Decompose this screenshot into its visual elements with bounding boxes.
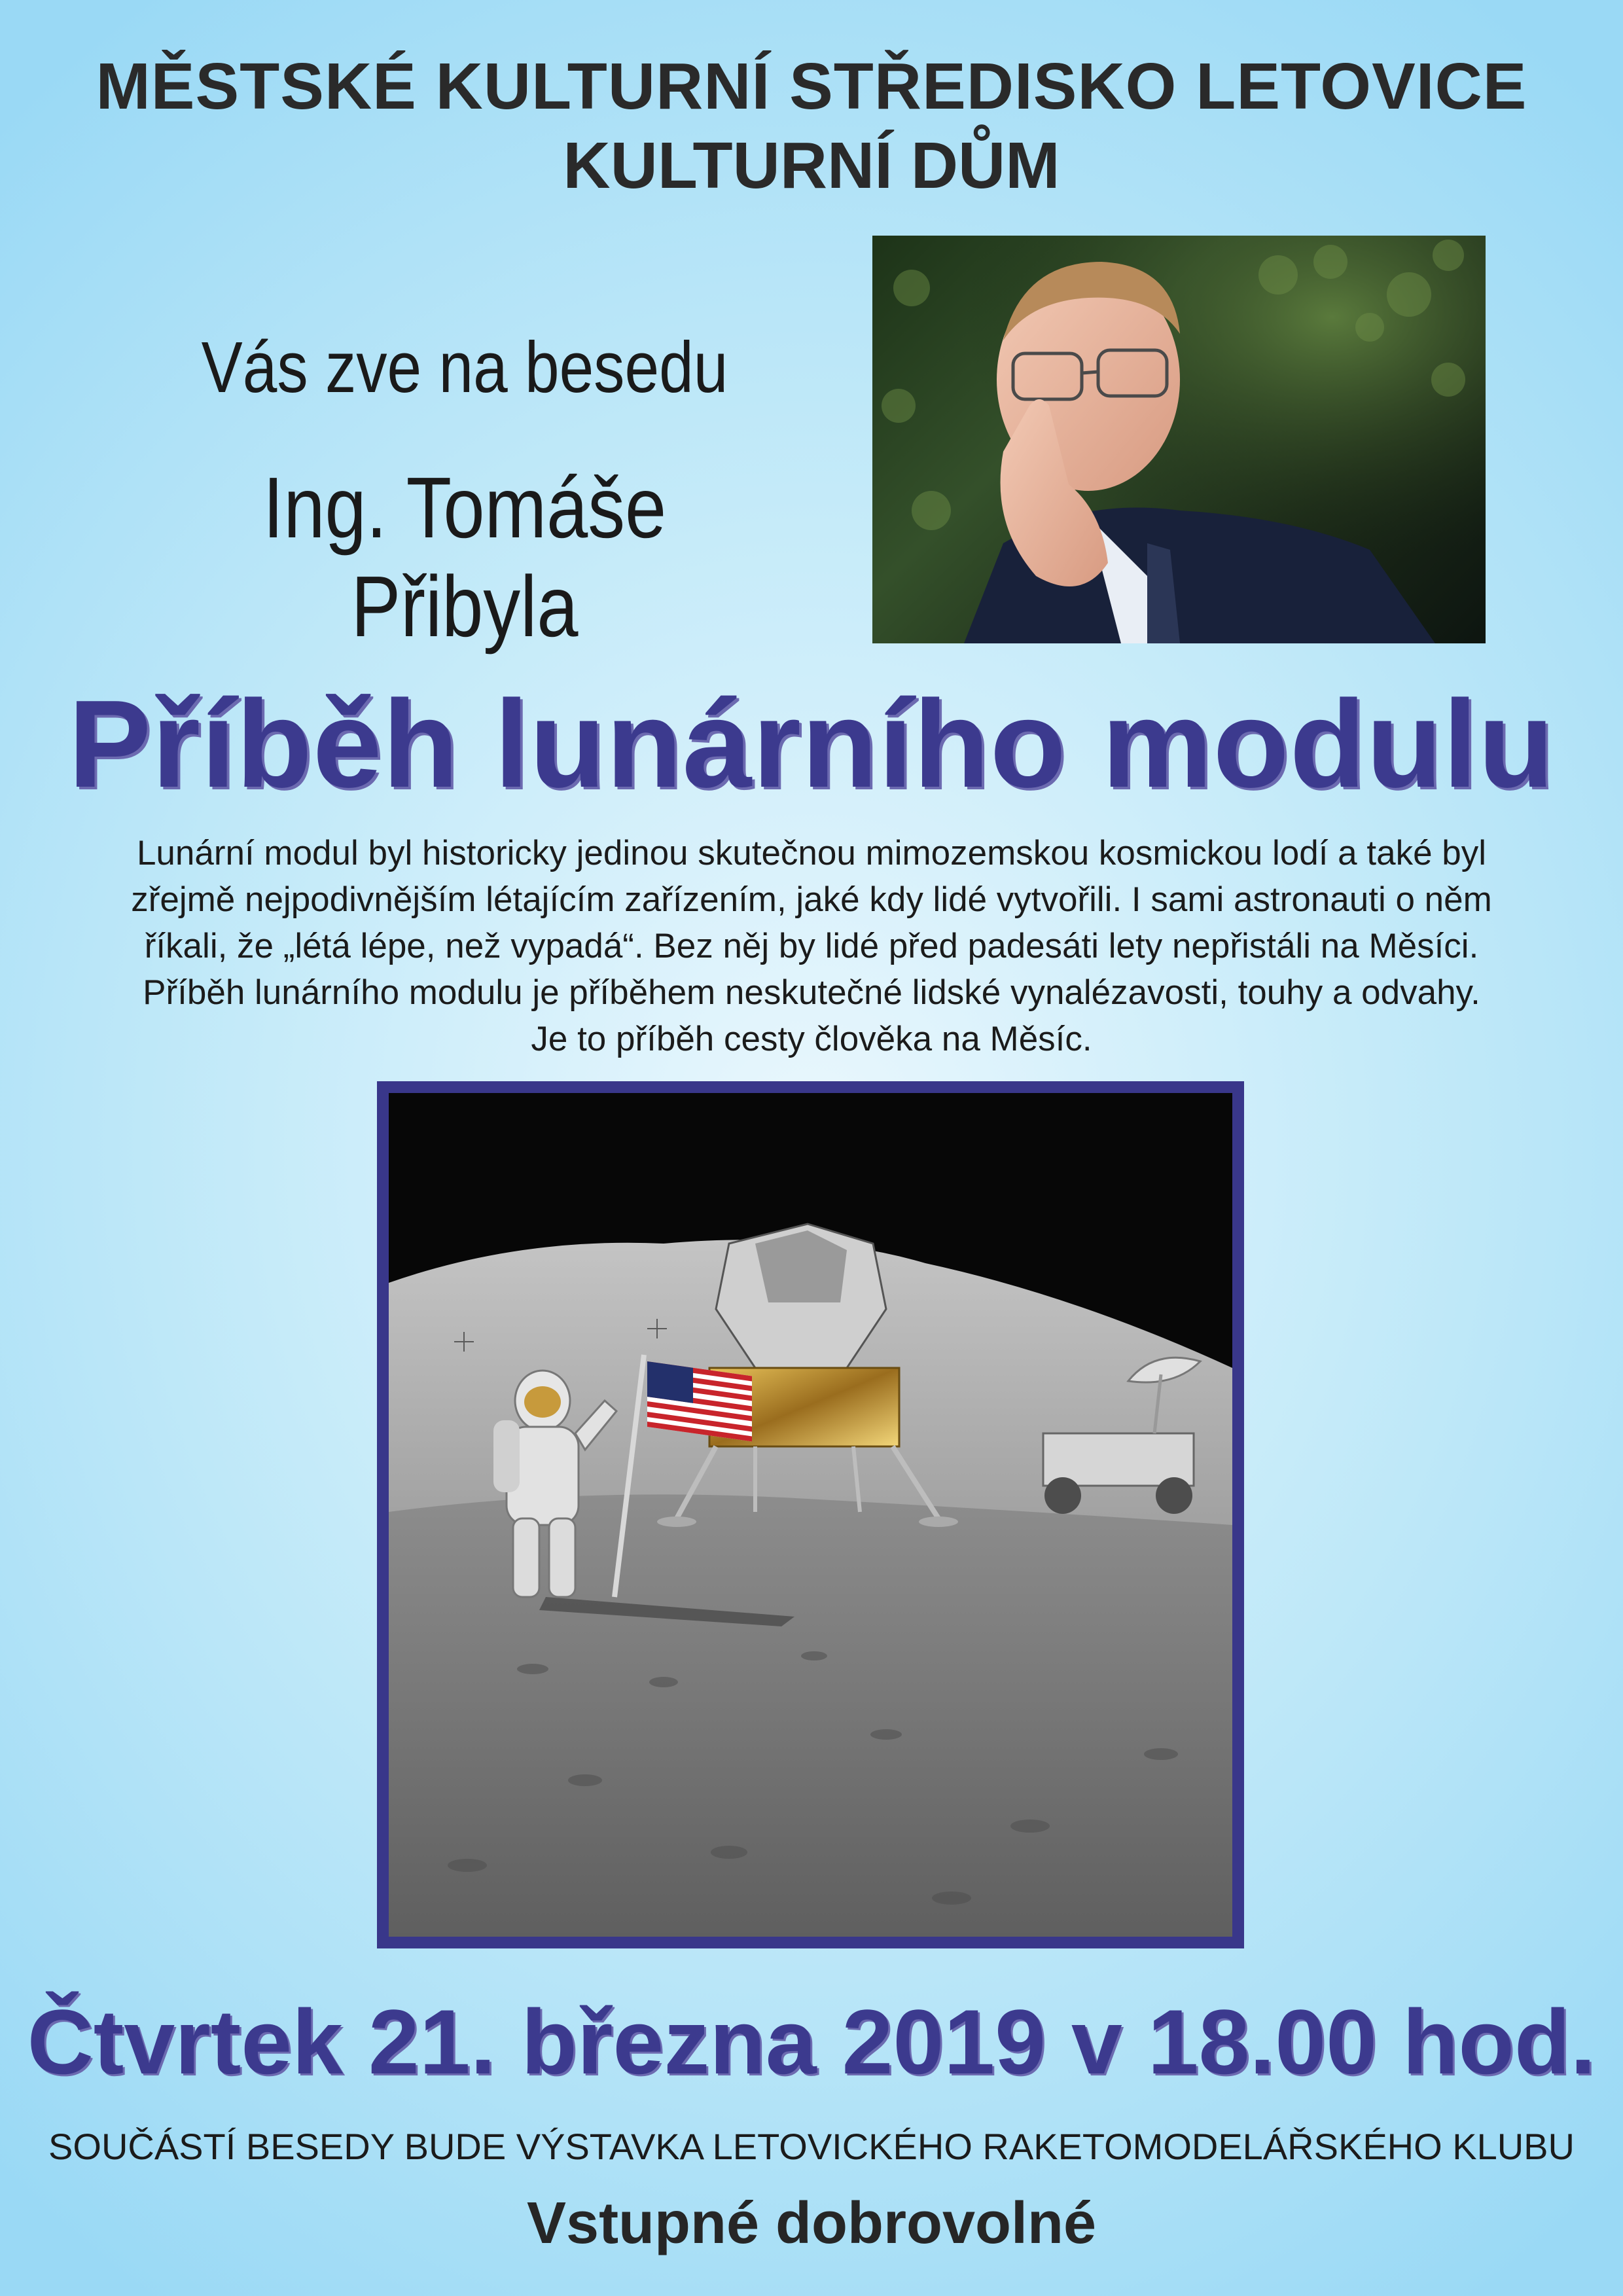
speaker-portrait-illustration	[872, 236, 1486, 643]
invitation-text: Vás zve na besedu	[201, 327, 728, 408]
moon-photo-frame	[377, 1081, 1244, 1948]
description-line: Lunární modul byl historicky jedinou skutečnou mimozemskou kosmickou lodí a také byl	[136, 834, 1487, 872]
moon-landing-illustration	[389, 1093, 1232, 1937]
organizer-name: MĚSTSKÉ KULTURNÍ STŘEDISKO LETOVICE	[96, 50, 1527, 123]
description-line: zřejmě nejpodivnějším létajícím zařízením, jaké kdy lidé vytvořili. I sami astronauti o něm	[131, 880, 1492, 919]
speaker-name: Ing. Tomáše Přibyla	[262, 459, 667, 655]
moon-landing-photo	[389, 1093, 1232, 1937]
description-line: Je to příběh cesty člověka na Měsíc.	[531, 1020, 1092, 1058]
lecture-title: Příběh lunárního modulu	[68, 675, 1555, 814]
exhibition-note: SOUČÁSTÍ BESEDY BUDE VÝSTAVKA LETOVICKÉHO RAKETOMODELÁŘSKÉHO KLUBU	[48, 2126, 1575, 2167]
event-date: Čtvrtek 21. března 2019 v 18.00 hod.	[27, 1990, 1596, 2093]
speaker-portrait	[872, 236, 1486, 643]
admission-note: Vstupné dobrovolné	[526, 2191, 1097, 2256]
description-line: říkali, že „létá lépe, než vypadá“. Bez něj by lidé před padesáti lety nepřistáli na Měsíci.	[144, 927, 1479, 965]
lecture-description	[59, 830, 1564, 1062]
venue-name: KULTURNÍ DŮM	[563, 129, 1060, 202]
description-line: Příběh lunárního modulu je příběhem neskutečné lidské vynalézavosti, touhy a odvahy.	[143, 973, 1480, 1012]
